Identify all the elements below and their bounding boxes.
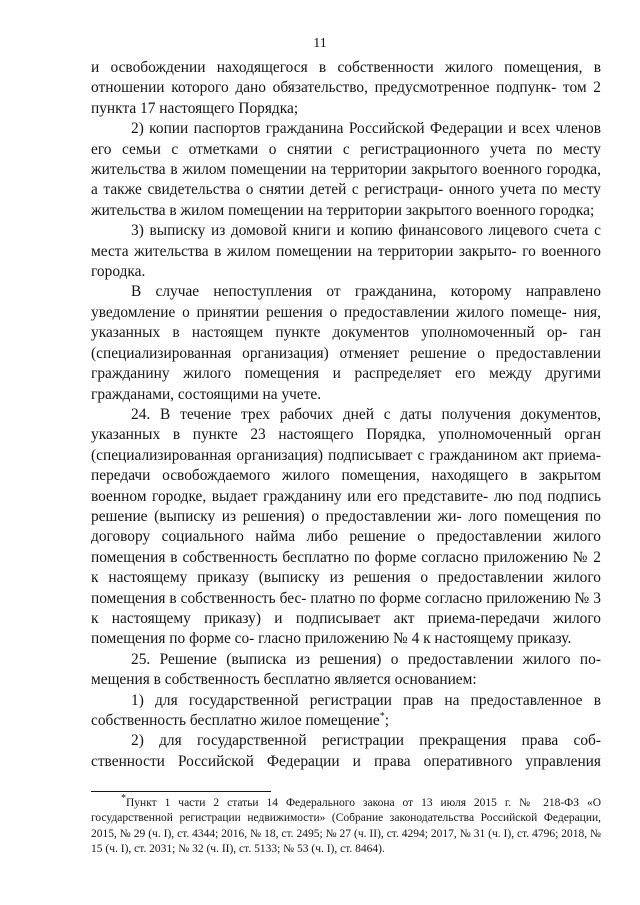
text-line: указанных в пункте 23 настоящего Порядка, уполномоченный орган — [91, 426, 601, 444]
text-line: и освобождении находящегося в собственности жилого помещения, в — [91, 59, 601, 76]
footnote-text — [91, 793, 602, 857]
text-line: платно по форме согласно приложению № 3 к настоящему приказу) и — [91, 589, 601, 627]
text-line: между другими гражданами, состоящими на учете. — [91, 365, 601, 403]
text-line: о предоставлении гражданину жилого помещения и распределяет его — [91, 344, 601, 383]
paragraph — [91, 58, 601, 119]
footnote-marker: * — [379, 710, 385, 722]
text-line: членов его семьи с отметками о снятии с регистрационного учета по — [91, 120, 601, 158]
text-line: (специализированная организация) подписывает с гражданином акт — [91, 446, 544, 464]
footnote-line: Пункт 1 части 2 статьи 14 Федерального закона от 13 июля 2015 г. № 218-ФЗ — [126, 797, 579, 809]
text-line: в закрытом военном городке, выдает гражданину или его представите- — [91, 467, 602, 505]
body-text — [91, 58, 601, 772]
text-line: о предоставлении жилого помещения в собственность бесплатно — [91, 528, 601, 566]
paragraph — [91, 691, 601, 732]
paragraph — [91, 650, 601, 691]
paragraph — [91, 405, 601, 650]
text-line: го военного городка. — [91, 242, 601, 281]
text-line: мещения в собственность бесплатно является основанием: — [91, 671, 477, 689]
page-number: 11 — [313, 36, 327, 51]
text-line: том 2 пункта 17 настоящего Порядка; — [91, 79, 601, 117]
footnote-line: «О государственной регистрации недвижимости» (Собрание законодательства Российской — [91, 797, 601, 825]
text-line: 2) копии паспортов гражданина Российской Федерации и всех — [131, 120, 551, 138]
text-line: 2) для государственной регистрации прекращения права соб- — [131, 732, 601, 750]
footnote-divider — [91, 791, 271, 792]
text-line: ственности Российской Федерации и права оперативного управления — [91, 752, 601, 770]
paragraph — [91, 119, 601, 221]
text-line: отношении которого дано обязательство, предусмотренное подпунк- — [91, 79, 557, 97]
text-line: уведомление о принятии решения о предоставлении жилого помеще- — [91, 303, 567, 321]
paragraph — [91, 221, 601, 282]
text-line: подписывает акт приема-передачи жилого помещения по форме со- — [91, 609, 601, 648]
text-line: 25. Решение (выписка из решения) о предоставлении жилого по- — [131, 650, 601, 668]
text-line: военного городка, а также свидетельства о снятии детей с регистраци- — [91, 161, 601, 199]
text-line: приема-передачи освобождаемого жилого помещения, находящего — [91, 446, 601, 485]
text-line: лю под подпись решение (выписку из решения) о предоставлении жи- — [91, 487, 601, 525]
footnote — [91, 793, 602, 857]
text-line: в собственность бесплатно жилое помещение — [91, 691, 601, 729]
text-tail: ; — [384, 712, 390, 729]
text-line: по форме согласно приложению № 2 к настоящему приказу (выписку — [91, 548, 601, 587]
text-line: В случае непоступления от гражданина, которому направлено — [131, 283, 601, 301]
text-line: гласно приложению № 4 к настоящему приказу. — [258, 630, 572, 648]
text-line: 3) выписку из домовой книги и копию финансового лицевого — [131, 222, 549, 240]
footnote-marker: * — [121, 793, 126, 805]
text-line: 1) для государственной регистрации прав на предоставленное — [131, 691, 583, 709]
text-line: лого помещения по договору социального найма либо решение — [91, 507, 601, 546]
paragraph — [91, 282, 601, 404]
text-line: ган (специализированная организация) отменяет решение — [91, 324, 601, 362]
text-line: ния, указанных в настоящем пункте документов уполномоченный ор- — [91, 303, 601, 342]
text-line: из решения о предоставлении жилого помещения в собственность бес- — [91, 569, 601, 607]
text-line: онного учета по месту жительства в жилом помещении на территории — [91, 181, 601, 219]
paragraph — [91, 731, 601, 772]
text-line: закрытого военного городка; — [405, 201, 595, 219]
footnote-line: № 31 (ч. I), ст. 4796; 2018, № 15 (ч. I), ст. 2031; № 32 (ч. II), ст. 5133; № 53 (ч. I), ст. 8464). — [91, 827, 602, 855]
text-line: 24. В течение трех рабочих дней с даты получения документов, — [131, 405, 601, 423]
text-line: счета с места жительства в жилом помещении на территории закрыто- — [91, 222, 601, 260]
footnote-line: Федерации, 2015, № 29 (ч. I), ст. 4344; 2016, № 18, ст. 2495; № 27 (ч. II), ст. 4294; 2017, — [91, 812, 602, 840]
text-line: месту жительства в жилом помещении на территории закрытого — [91, 140, 601, 179]
